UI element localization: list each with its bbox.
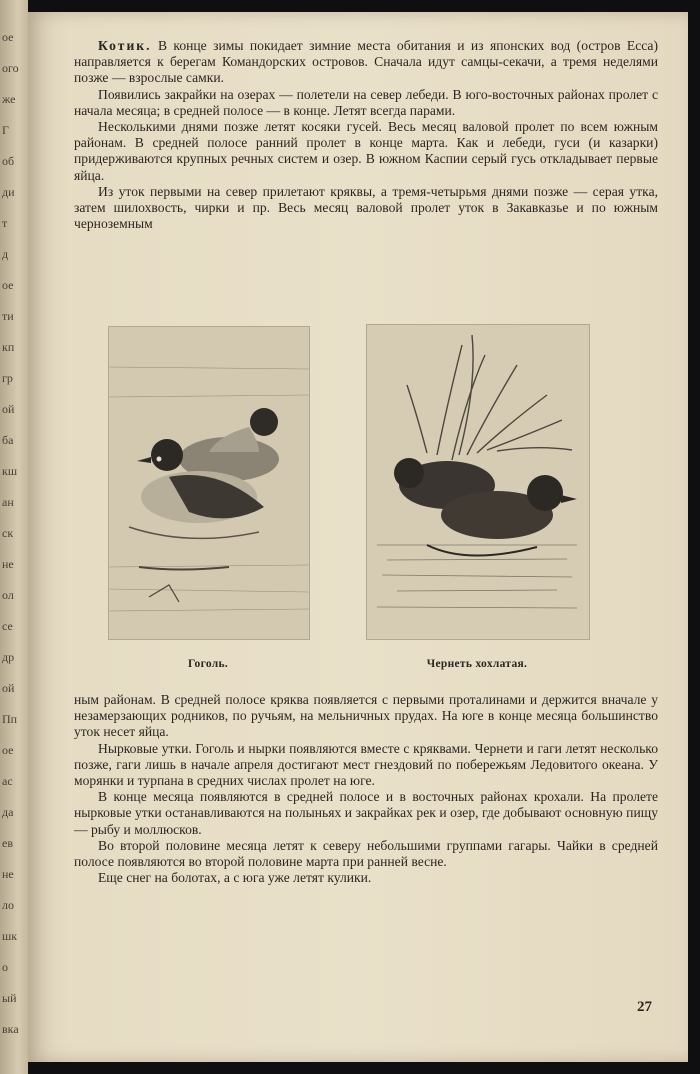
left-page-fragment: ти xyxy=(2,309,14,323)
left-page-fragment: да xyxy=(2,805,14,819)
paragraph-diving-ducks: Нырковые утки. Гоголь и нырки появляются вместе с кряквами. Чернети и гаги летят несколько позже, гаги лишь в начале апреля достигают мест гнездовий по побережьям Ледовитого океана. У морянки и турпана в средних числах пролет на юге. xyxy=(74,740,658,789)
left-page-fragment: ба xyxy=(2,433,14,447)
left-page-fragment: ый xyxy=(2,991,17,1005)
left-page-fragment: ск xyxy=(2,526,14,540)
caption-tufted-duck: Чернеть хохлатая. xyxy=(426,658,528,670)
left-page-fragment: ой xyxy=(2,402,15,416)
left-page-fragment: ло xyxy=(2,898,14,912)
tufted-duck-drawing xyxy=(367,325,589,639)
left-page-fragment: Г xyxy=(2,123,9,137)
left-page-fragment: ое xyxy=(2,278,14,292)
paragraph-mallard-continued: ным районам. В средней полосе кряква появляется с первыми проталинами и держится вначале у незамерзающих родников, по ручьям, на мельничных прудах. На юге в конце месяца большинство уток несет яйца. xyxy=(74,692,658,740)
left-page-fragment: не xyxy=(2,557,14,571)
left-page-fragment: ой xyxy=(2,681,15,695)
paragraph-sandpipers: Еще снег на болотах, а с юга уже летят кулики. xyxy=(98,870,372,886)
left-page-fragment: ое xyxy=(2,30,14,44)
goldeneye-drawing xyxy=(109,327,309,639)
left-page-fragment: об xyxy=(2,154,15,168)
left-page-fragment: не xyxy=(2,867,14,881)
book-page xyxy=(28,12,688,1062)
left-page-fragment: др xyxy=(2,650,15,664)
paragraph-ducks: Из уток первыми на север прилетают кряквы, а тремя-четырьмя днями позже — серая утка, затем шилохвость, чирки и пр. Весь месяц валовой пролет уток в Закавказье и по южным черноземным xyxy=(74,183,658,232)
paragraph-swans: Появились закрайки на озерах — полетели на север лебеди. В юго-восточных районах пролет с начала месяца; в средней полосе — в конце. Летят всегда парами. xyxy=(74,86,658,118)
left-page-fragment: кп xyxy=(2,340,15,354)
left-page-fragment: ев xyxy=(2,836,13,850)
bottom-text xyxy=(74,692,658,886)
tufted-duck-illustration xyxy=(366,324,590,640)
left-page-fragment: вка xyxy=(2,1022,19,1036)
paragraph-loons: Во второй половине месяца летят к северу небольшими группами гагары. Чайки в средней полосе появляются во второй половине марта при ранней весне. xyxy=(74,837,658,870)
left-page-fragment: же xyxy=(2,92,16,106)
left-page-fragment: ан xyxy=(2,495,14,509)
goldeneye-illustration xyxy=(108,326,310,640)
left-page-fragment: шк xyxy=(2,929,18,943)
left-page-fragment: ого xyxy=(2,61,19,75)
left-page-fragment: ди xyxy=(2,185,15,199)
paragraph-kotik: Котик. В конце зимы покидает зимние места обитания и из японских вод (остров Есса) направляется к берегам Командорских островов. Сначала идут самцы-секачи, а тремя неделями позже — взрослые самки. xyxy=(74,38,658,86)
left-page-fragment: гр xyxy=(2,371,13,385)
left-page-fragment: о xyxy=(2,960,8,974)
left-page-fragment: кш xyxy=(2,464,18,478)
left-page-fragment: ое xyxy=(2,743,14,757)
top-text xyxy=(74,38,658,232)
left-page-fragment: д xyxy=(2,247,9,261)
paragraph-mergansers: В конце месяца появляются в средней полосе и в восточных районах крохали. На пролете нырковые утки останавливаются на полыньях и закрайках рек и озер, где добывают основную пищу — рыбу и моллюсков. xyxy=(74,789,658,837)
paragraph-geese: Несколькими днями позже летят косяки гусей. Весь месяц валовой пролет по всем южным районам. В средней полосе ранний пролет в конце марта. Как и лебеди, гуси (и казарки) придерживаются крупных речных систем и озер. В южном Каспии серый гусь откладывает первые яйца. xyxy=(74,119,658,183)
caption-goldeneye: Гоголь. xyxy=(187,658,229,670)
left-page-fragment: Пп xyxy=(2,712,18,726)
left-page-fragment: ас xyxy=(2,774,13,788)
paragraph-lead: Котик. xyxy=(98,38,152,53)
left-page-fragment: т xyxy=(2,216,8,230)
left-page-fragment: ол xyxy=(2,588,14,602)
left-page-edge xyxy=(0,0,28,1074)
left-page-fragment: се xyxy=(2,619,13,633)
page-number: 27 xyxy=(637,999,652,1015)
